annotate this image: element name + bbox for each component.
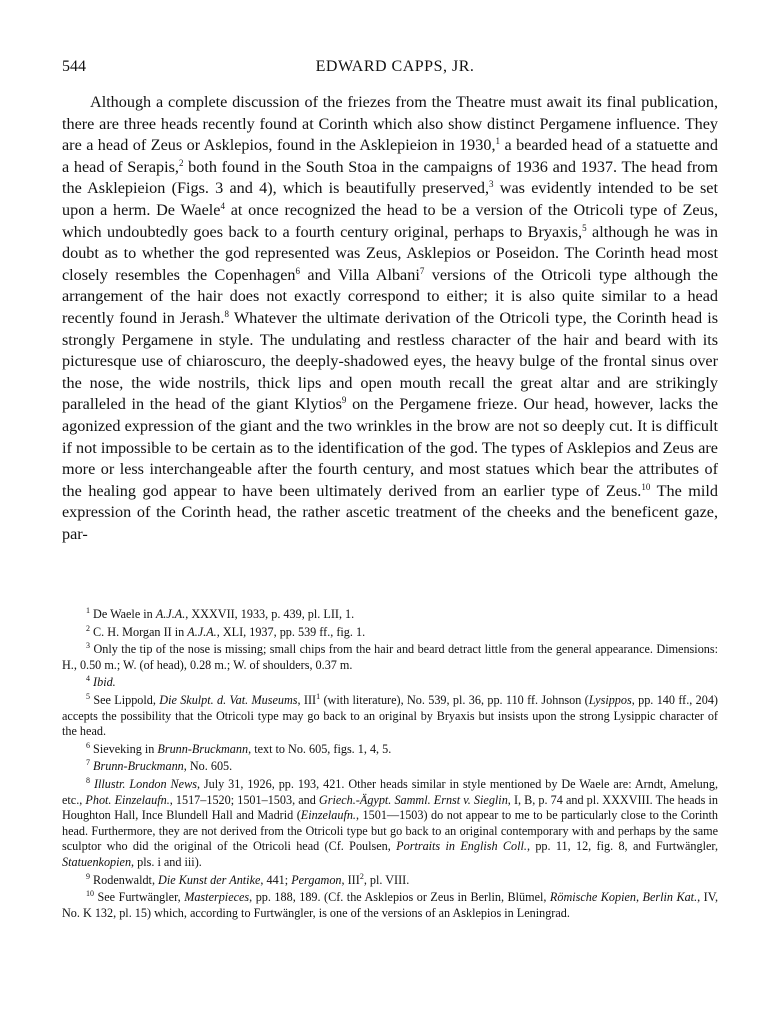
italic-title: Die Kunst der Antike [158,872,261,887]
footnote-number: 4 [86,674,90,684]
text-run: , I, B, p. 74 and pl. XXXVIII. The heads in Houghton Hall, Ince Blundell Hall and Madrid ( [62,792,718,823]
text-run: , No. 605. [183,759,233,774]
italic-title: Griech.-Ägypt. Samml. Ernst v. Sieglin [318,792,508,807]
footnote-ref[interactable]: 8 [224,308,229,319]
page-header [62,58,728,82]
italic-title: Römische Kopien, Berlin Kat. [549,890,698,905]
text-run: both found in the South Stoa in the campaigns of 1936 and 1937. The head from the Asklepieion (Figs. 3 and 4), which is beautifully preserved, [62,157,718,198]
footnote-ref[interactable]: 6 [295,265,300,276]
footnote-ref[interactable]: 4 [220,200,225,211]
italic-title: Die Skulpt. d. Vat. Museums [159,692,298,707]
footnote-ref[interactable]: 5 [582,222,587,233]
footnote-4 [62,675,718,691]
text-run: , XXXVII, 1933, p. 439, pl. LII, 1. [185,607,355,621]
italic-title: Ibid. [93,675,116,690]
italic-title: Phot. Einzelaufn. [85,792,170,807]
footnote-ref[interactable]: 7 [419,265,425,276]
italic-title: A.J.A. [187,624,217,639]
footnote-number: 8 [86,775,90,785]
italic-title: Illustr. London News [93,776,197,791]
text-run: on the Pergamene frieze. Our head, however, lacks the agonized expression of the giant and the two wrinkles in the brow are not so deeply cut. It is difficult if not impossible to be certain as to the identification of the god. The types of Asklepios and Zeus are more or less interchangeable after the fourth century, and most statues which bear the attributes of the healing god appear to have been ultimately derived from an earlier type of Zeus. [62,395,719,500]
text-run: , III [341,872,360,887]
body-paragraph [62,92,718,545]
italic-title: Masterpieces [184,890,250,905]
edition-superscript: 2 [359,871,364,881]
text-run: The mild expression of the Corinth head, the rather ascetic treatment of the cheeks and the beneficent gaze, par- [62,481,718,543]
text-run: , July 31, 1926, pp. 193, 421. Other heads similar in style mentioned by De Waele are: Arndt, Amelung, etc., [62,776,719,807]
footnote-ref[interactable]: 1 [495,136,501,147]
footnote-5 [62,693,718,740]
footnote-ref[interactable]: 10 [641,481,651,492]
text-run: De Waele in [93,607,156,621]
text-run: Although a complete discussion of the friezes from the Theatre must await its final publication, there are three heads recently found at Corinth which also show distinct Pergamene influence. They are a head of Zeus or Asklepios, found in the Asklepieion in 1930, [62,93,718,155]
text-run: , 1501—1503) do not appear to me to be particularly close to the Corinth head. Furthermore, they are not derived from the Otricoli type but go back to an original contemporary with and perhaps by the same sculptor who did the original of the Otricoli head (Cf. Poulsen, [62,808,719,854]
footnote-number: 9 [86,871,90,881]
text-run: , III [297,692,317,707]
text-run: , pp. 188, 189. (Cf. the Asklepios or Zeus in Berlin, Blümel, [249,890,550,905]
footnote-number: 5 [86,691,90,701]
footnote-7 [62,759,718,775]
footnote-8 [62,777,718,871]
footnote-9 [62,873,718,889]
italic-title: Lysippos [588,692,632,707]
text-run: , pp. 140 ff., 204) accepts the possibility that the Otricoli type may go back to an original by Bryaxis but insists upon the strong Lysippic character of the head. [62,692,718,739]
footnote-number: 6 [86,740,90,750]
text-run: versions of the Otricoli type although the arrangement of the hair does not exactly correspond to either; it is also quite similar to a head recently found in Jerash. [62,265,718,327]
italic-title: Brunn-Bruckmann [157,741,249,756]
running-head-author: EDWARD CAPPS, JR. [315,58,475,75]
footnote-number: 10 [86,889,94,899]
footnote-number: 3 [86,641,90,651]
footnote-number: 7 [86,758,90,768]
text-run: a bearded head of a statuette and a head of Serapis, [62,136,718,176]
text-run: although he was in doubt as to whether the god represented was Zeus, Asklepios or Poseidon. The Corinth head most closely resembles the Copenhagen [62,222,718,284]
text-run: and Villa Albani [299,265,420,284]
italic-title: Brunn-Bruckmann [93,759,184,774]
text-run: , text to No. 605, figs. 1, 4, 5. [248,741,392,756]
footnote-ref[interactable]: 2 [178,157,184,168]
italic-title: Portraits in English Coll. [396,839,527,854]
text-run: (with literature), No. 539, pl. 36, pp. 110 ff. Johnson ( [320,692,589,707]
text-run: , pl. VIII. [363,872,410,887]
footnote-10 [62,890,718,921]
italic-title: Statuenkopien [62,854,132,869]
footnotes [62,607,718,923]
text-run: , pls. i and iii). [131,854,202,869]
text-run: Only the tip of the nose is missing; small chips from the hair and beard detract little from the general appearance. Dimensions: H., 0.50 m.; W. (of head), 0.28 m.; W. of shoulders, 0.37 m. [62,642,719,672]
text-run: Whatever the ultimate derivation of the Otricoli type, the Corinth head is strongly Pergamene in style. The undulating and restless character of the hair and beard with its picturesque use of chiaroscuro, the deeply-shadowed eyes, the heavy bulge of the frontal sinus over the nose, the wide nostrils, thick lips and open mouth recall the great altar and are strikingly paralleled in the head of the giant Klytios [62,308,718,414]
text-run: , IV, No. K 132, pl. 15) which, according to Furtwängler, is one of the versions of an Asklepios in Leningrad. [62,890,718,920]
text-run: Sieveking in [93,741,158,756]
italic-title: Pergamon [291,872,342,887]
footnote-number: 2 [86,623,90,633]
text-run: See Furtwängler, [97,890,185,905]
page-number: 544 [62,58,86,75]
footnote-number: 1 [86,606,90,615]
edition-superscript: 1 [316,691,321,701]
text-run: See Lippold, [93,692,160,707]
italic-title: A.J.A. [155,607,186,621]
text-run: , 441; [260,872,292,887]
text-run: , pp. 11, 12, fig. 8, and Furtwängler, [526,839,718,854]
footnote-1 [62,607,718,623]
footnote-6 [62,742,718,758]
text-run: , XLI, 1937, pp. 539 ff., fig. 1. [216,624,366,639]
footnote-2 [62,625,718,641]
footnote-ref[interactable]: 3 [489,179,494,190]
text-run: was evidently intended to be set upon a herm. De Waele [62,179,718,219]
italic-title: Einzelaufn. [300,808,356,823]
footnote-ref[interactable]: 9 [341,395,347,406]
text-run: C. H. Morgan II in [93,624,188,639]
footnote-3 [62,642,718,673]
text-run: Rodenwaldt, [93,872,159,887]
text-run: at once recognized the head to be a version of the Otricoli type of Zeus, which undoubtedly goes back to a fourth century original, perhaps to Bryaxis, [62,200,718,241]
text-run: , 1517–1520; 1501–1503, and [169,792,319,807]
